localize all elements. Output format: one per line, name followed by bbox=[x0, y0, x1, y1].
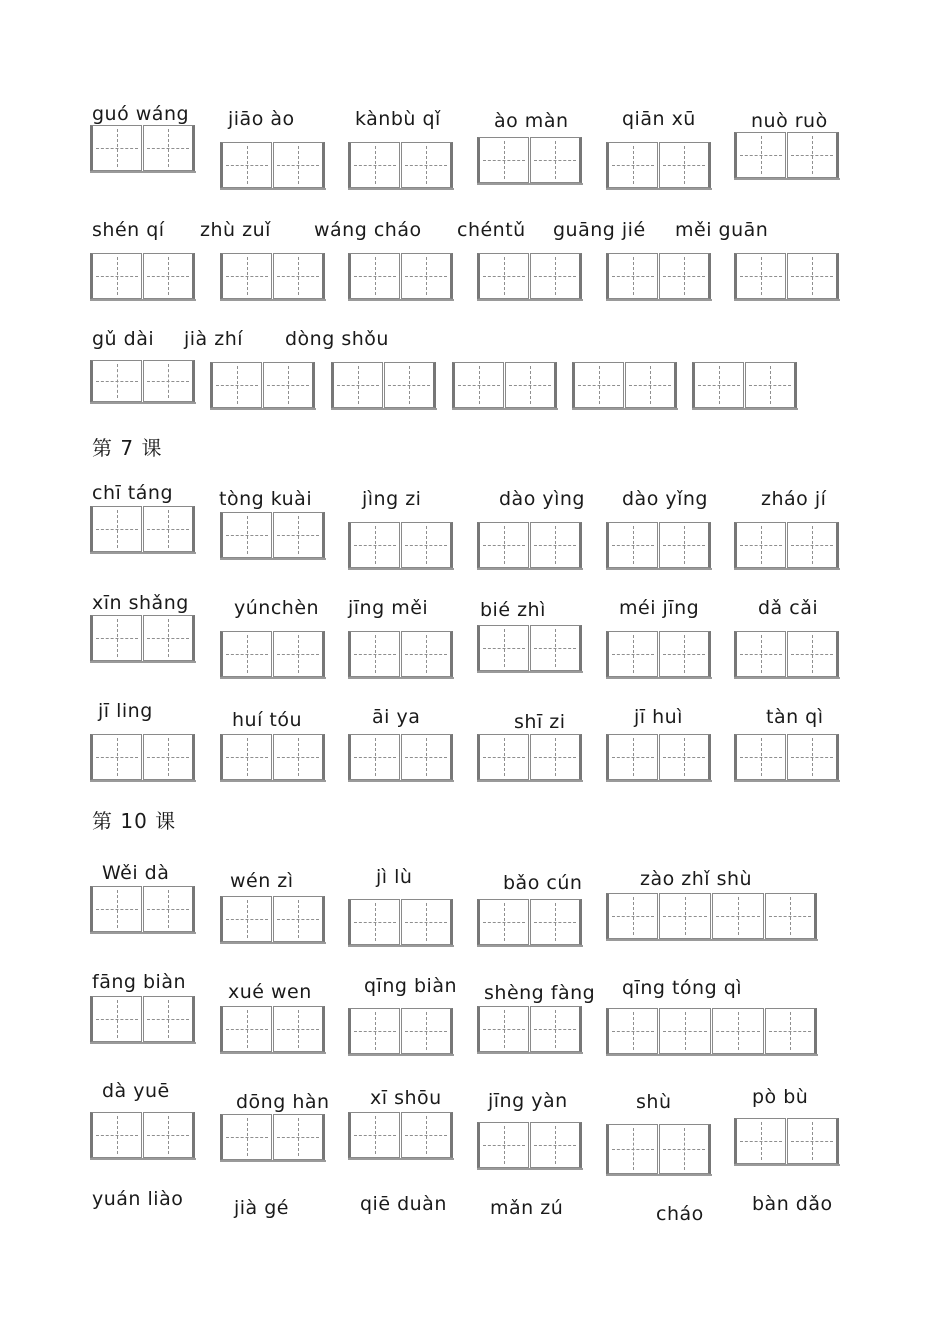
grid-cell[interactable] bbox=[606, 142, 658, 188]
grid-cell[interactable] bbox=[143, 615, 195, 661]
grid-cell[interactable] bbox=[659, 253, 711, 299]
grid-cell[interactable] bbox=[90, 1112, 142, 1158]
grid-cell[interactable] bbox=[90, 996, 142, 1042]
grid-cell[interactable] bbox=[220, 896, 272, 942]
writing-grid[interactable] bbox=[348, 1112, 454, 1160]
writing-grid[interactable] bbox=[348, 899, 454, 947]
writing-grid[interactable] bbox=[220, 142, 326, 190]
grid-cell[interactable] bbox=[530, 137, 582, 183]
writing-grid[interactable] bbox=[606, 142, 712, 190]
writing-grid[interactable] bbox=[606, 522, 712, 570]
writing-grid[interactable] bbox=[90, 506, 196, 554]
grid-cell[interactable] bbox=[572, 362, 624, 408]
grid-cell[interactable] bbox=[734, 132, 786, 178]
grid-cell[interactable] bbox=[530, 899, 582, 945]
grid-cell[interactable] bbox=[401, 253, 453, 299]
pinyin-label: dòng shǒu bbox=[285, 328, 389, 350]
writing-grid[interactable] bbox=[90, 886, 196, 934]
grid-cell[interactable] bbox=[401, 631, 453, 677]
pinyin-label: bǎo cún bbox=[503, 872, 583, 894]
grid-cell[interactable] bbox=[220, 142, 272, 188]
pinyin-label: tàn qì bbox=[766, 706, 824, 728]
grid-cell[interactable] bbox=[477, 1122, 529, 1168]
writing-grid[interactable] bbox=[90, 996, 196, 1044]
grid-cell[interactable] bbox=[220, 1114, 272, 1160]
pinyin-label: qiē duàn bbox=[360, 1193, 447, 1215]
grid-cell[interactable] bbox=[530, 522, 582, 568]
writing-grid[interactable] bbox=[477, 899, 583, 947]
writing-grid[interactable] bbox=[692, 362, 798, 410]
grid-cell[interactable] bbox=[348, 1112, 400, 1158]
grid-cell[interactable] bbox=[143, 996, 195, 1042]
grid-cell[interactable] bbox=[477, 734, 529, 780]
pinyin-label: nuò ruò bbox=[751, 110, 828, 132]
pinyin-label: dào yǐng bbox=[622, 488, 708, 510]
grid-cell[interactable] bbox=[452, 362, 504, 408]
grid-cell[interactable] bbox=[530, 253, 582, 299]
grid-cell[interactable] bbox=[659, 1008, 711, 1054]
grid-cell[interactable] bbox=[348, 522, 400, 568]
grid-cell[interactable] bbox=[220, 253, 272, 299]
writing-grid[interactable] bbox=[477, 1006, 583, 1054]
writing-grid[interactable] bbox=[477, 734, 583, 782]
writing-grid[interactable] bbox=[606, 253, 712, 301]
grid-cell[interactable] bbox=[210, 362, 262, 408]
grid-cell[interactable] bbox=[273, 896, 325, 942]
grid-cell[interactable] bbox=[220, 1006, 272, 1052]
pinyin-label: bié zhì bbox=[480, 599, 546, 621]
pinyin-label: shèng fàng bbox=[484, 982, 596, 1004]
grid-cell[interactable] bbox=[273, 734, 325, 780]
grid-cell[interactable] bbox=[384, 362, 436, 408]
writing-grid[interactable] bbox=[90, 360, 196, 404]
grid-cell[interactable] bbox=[606, 1008, 658, 1054]
grid-cell[interactable] bbox=[90, 506, 142, 552]
pinyin-label: bàn dǎo bbox=[752, 1193, 833, 1215]
grid-cell[interactable] bbox=[530, 734, 582, 780]
grid-cell[interactable] bbox=[712, 1008, 764, 1054]
grid-cell[interactable] bbox=[273, 1114, 325, 1160]
pinyin-label: dǎ cǎi bbox=[758, 597, 819, 619]
pinyin-label: jìng zi bbox=[362, 488, 422, 510]
writing-grid[interactable] bbox=[220, 512, 326, 560]
grid-cell[interactable] bbox=[348, 631, 400, 677]
pinyin-label: chéntǔ bbox=[457, 219, 526, 241]
pinyin-label: dōng hàn bbox=[236, 1091, 330, 1113]
grid-cell[interactable] bbox=[477, 625, 529, 671]
pinyin-label: shī zi bbox=[514, 711, 566, 733]
grid-cell[interactable] bbox=[348, 1008, 400, 1054]
pinyin-label: guāng jié bbox=[553, 219, 646, 241]
writing-grid[interactable] bbox=[606, 734, 712, 782]
pinyin-label: dào yìng bbox=[499, 488, 585, 510]
grid-cell[interactable] bbox=[787, 1118, 839, 1164]
grid-cell[interactable] bbox=[273, 1006, 325, 1052]
grid-cell[interactable] bbox=[734, 734, 786, 780]
grid-cell[interactable] bbox=[659, 522, 711, 568]
grid-cell[interactable] bbox=[348, 253, 400, 299]
grid-cell[interactable] bbox=[765, 1008, 817, 1054]
writing-grid[interactable] bbox=[348, 142, 454, 190]
writing-grid[interactable] bbox=[348, 522, 454, 570]
pinyin-label: xī shōu bbox=[370, 1087, 442, 1109]
writing-grid[interactable] bbox=[606, 893, 818, 941]
pinyin-label: qīng biàn bbox=[364, 975, 458, 997]
grid-cell[interactable] bbox=[348, 142, 400, 188]
writing-grid[interactable] bbox=[220, 631, 326, 679]
grid-cell[interactable] bbox=[606, 631, 658, 677]
grid-cell[interactable] bbox=[734, 253, 786, 299]
grid-cell[interactable] bbox=[401, 899, 453, 945]
writing-grid[interactable] bbox=[90, 734, 196, 782]
writing-grid[interactable] bbox=[348, 253, 454, 301]
writing-grid[interactable] bbox=[220, 896, 326, 944]
writing-grid[interactable] bbox=[331, 362, 437, 410]
grid-cell[interactable] bbox=[401, 142, 453, 188]
writing-grid[interactable] bbox=[734, 734, 840, 782]
writing-grid[interactable] bbox=[477, 522, 583, 570]
writing-grid[interactable] bbox=[734, 132, 840, 180]
grid-cell[interactable] bbox=[143, 125, 195, 171]
pinyin-label: guó wáng bbox=[92, 103, 190, 125]
pinyin-label: méi jīng bbox=[619, 597, 700, 619]
pinyin-label: xīn shǎng bbox=[92, 592, 189, 614]
grid-cell[interactable] bbox=[263, 362, 315, 408]
pinyin-label: jīng yàn bbox=[488, 1090, 568, 1112]
grid-cell[interactable] bbox=[787, 132, 839, 178]
grid-cell[interactable] bbox=[745, 362, 797, 408]
writing-grid[interactable] bbox=[734, 1118, 840, 1166]
grid-cell[interactable] bbox=[734, 1118, 786, 1164]
pinyin-label: jiāo ào bbox=[228, 108, 295, 130]
grid-cell[interactable] bbox=[143, 886, 195, 932]
pinyin-label: ào màn bbox=[494, 110, 569, 132]
pinyin-label: Wěi dà bbox=[102, 862, 170, 884]
grid-cell[interactable] bbox=[765, 893, 817, 939]
grid-cell[interactable] bbox=[220, 512, 272, 558]
grid-cell[interactable] bbox=[90, 360, 142, 402]
grid-cell[interactable] bbox=[401, 522, 453, 568]
grid-cell[interactable] bbox=[787, 631, 839, 677]
grid-cell[interactable] bbox=[143, 253, 195, 299]
writing-grid[interactable] bbox=[452, 362, 558, 410]
pinyin-label: pò bù bbox=[752, 1086, 809, 1108]
pinyin-label: wáng cháo bbox=[314, 219, 422, 241]
grid-cell[interactable] bbox=[401, 1112, 453, 1158]
writing-grid[interactable] bbox=[734, 253, 840, 301]
grid-cell[interactable] bbox=[659, 631, 711, 677]
writing-grid[interactable] bbox=[90, 1112, 196, 1160]
grid-cell[interactable] bbox=[220, 631, 272, 677]
pinyin-label: chī táng bbox=[92, 482, 174, 504]
writing-grid[interactable] bbox=[220, 1114, 326, 1162]
grid-cell[interactable] bbox=[606, 253, 658, 299]
grid-cell[interactable] bbox=[331, 362, 383, 408]
writing-grid[interactable] bbox=[220, 734, 326, 782]
grid-cell[interactable] bbox=[606, 734, 658, 780]
pinyin-label: qiān xū bbox=[622, 108, 696, 130]
pinyin-label: āi ya bbox=[372, 706, 421, 728]
writing-grid[interactable] bbox=[606, 1008, 818, 1056]
writing-grid[interactable] bbox=[477, 253, 583, 301]
writing-grid[interactable] bbox=[348, 631, 454, 679]
writing-grid[interactable] bbox=[606, 631, 712, 679]
pinyin-label: jī ling bbox=[98, 700, 153, 722]
pinyin-label: fāng biàn bbox=[92, 971, 186, 993]
writing-grid[interactable] bbox=[210, 362, 316, 410]
grid-cell[interactable] bbox=[348, 899, 400, 945]
pinyin-label: shù bbox=[636, 1091, 672, 1113]
grid-cell[interactable] bbox=[401, 734, 453, 780]
writing-grid[interactable] bbox=[220, 1006, 326, 1054]
writing-grid[interactable] bbox=[734, 522, 840, 570]
grid-cell[interactable] bbox=[692, 362, 744, 408]
pinyin-label: jì lù bbox=[376, 866, 413, 888]
writing-grid[interactable] bbox=[477, 625, 583, 673]
writing-grid[interactable] bbox=[572, 362, 678, 410]
grid-cell[interactable] bbox=[659, 1124, 711, 1174]
grid-cell[interactable] bbox=[787, 522, 839, 568]
grid-cell[interactable] bbox=[143, 506, 195, 552]
grid-cell[interactable] bbox=[90, 615, 142, 661]
writing-grid[interactable] bbox=[734, 631, 840, 679]
grid-cell[interactable] bbox=[530, 625, 582, 671]
writing-grid[interactable] bbox=[606, 1124, 712, 1176]
pinyin-label: měi guān bbox=[675, 219, 769, 241]
grid-cell[interactable] bbox=[90, 125, 142, 171]
grid-cell[interactable] bbox=[477, 522, 529, 568]
pinyin-label: jià gé bbox=[234, 1197, 289, 1219]
writing-grid[interactable] bbox=[348, 734, 454, 782]
pinyin-label: zháo jí bbox=[761, 488, 827, 510]
grid-cell[interactable] bbox=[143, 1112, 195, 1158]
lesson-heading: 第 7 课 bbox=[92, 436, 163, 460]
pinyin-label: wén zì bbox=[230, 870, 294, 892]
grid-cell[interactable] bbox=[659, 734, 711, 780]
grid-cell[interactable] bbox=[734, 522, 786, 568]
grid-cell[interactable] bbox=[477, 1006, 529, 1052]
lesson-heading: 第 10 课 bbox=[92, 809, 177, 833]
pinyin-label: zào zhǐ shù bbox=[640, 868, 753, 890]
grid-cell[interactable] bbox=[734, 631, 786, 677]
pinyin-label: mǎn zú bbox=[490, 1197, 564, 1219]
grid-cell[interactable] bbox=[90, 886, 142, 932]
grid-cell[interactable] bbox=[273, 512, 325, 558]
grid-cell[interactable] bbox=[143, 360, 195, 402]
grid-cell[interactable] bbox=[273, 253, 325, 299]
pinyin-label: yúnchèn bbox=[234, 597, 320, 619]
grid-cell[interactable] bbox=[348, 734, 400, 780]
writing-grid[interactable] bbox=[90, 253, 196, 301]
grid-cell[interactable] bbox=[659, 142, 711, 188]
pinyin-label: kànbù qǐ bbox=[355, 108, 441, 130]
grid-cell[interactable] bbox=[143, 734, 195, 780]
grid-cell[interactable] bbox=[787, 734, 839, 780]
writing-grid[interactable] bbox=[90, 125, 196, 173]
pinyin-label: zhù zuǐ bbox=[200, 219, 271, 241]
writing-grid[interactable] bbox=[477, 137, 583, 185]
grid-cell[interactable] bbox=[606, 1124, 658, 1174]
grid-cell[interactable] bbox=[530, 1006, 582, 1052]
pinyin-label: qīng tóng qì bbox=[622, 977, 743, 999]
pinyin-label: huí tóu bbox=[232, 709, 303, 731]
pinyin-label: tòng kuài bbox=[219, 488, 313, 510]
grid-cell[interactable] bbox=[477, 253, 529, 299]
grid-cell[interactable] bbox=[606, 893, 658, 939]
grid-cell[interactable] bbox=[787, 253, 839, 299]
grid-cell[interactable] bbox=[90, 253, 142, 299]
pinyin-label: dà yuē bbox=[102, 1080, 170, 1102]
pinyin-label: jī huì bbox=[634, 706, 683, 728]
writing-grid[interactable] bbox=[348, 1008, 454, 1056]
pinyin-label: shén qí bbox=[92, 219, 165, 241]
grid-cell[interactable] bbox=[273, 631, 325, 677]
grid-cell[interactable] bbox=[401, 1008, 453, 1054]
writing-grid[interactable] bbox=[220, 253, 326, 301]
grid-cell[interactable] bbox=[220, 734, 272, 780]
grid-cell[interactable] bbox=[625, 362, 677, 408]
grid-cell[interactable] bbox=[505, 362, 557, 408]
writing-grid[interactable] bbox=[477, 1122, 583, 1170]
grid-cell[interactable] bbox=[712, 893, 764, 939]
grid-cell[interactable] bbox=[477, 899, 529, 945]
pinyin-label: yuán liào bbox=[92, 1188, 184, 1210]
grid-cell[interactable] bbox=[659, 893, 711, 939]
writing-grid[interactable] bbox=[90, 615, 196, 663]
grid-cell[interactable] bbox=[606, 522, 658, 568]
grid-cell[interactable] bbox=[273, 142, 325, 188]
pinyin-label: gǔ dài bbox=[92, 328, 155, 350]
pinyin-label: jià zhí bbox=[184, 328, 244, 350]
grid-cell[interactable] bbox=[90, 734, 142, 780]
pinyin-label: xué wen bbox=[228, 981, 312, 1003]
pinyin-label: cháo bbox=[656, 1203, 704, 1225]
grid-cell[interactable] bbox=[477, 137, 529, 183]
grid-cell[interactable] bbox=[530, 1122, 582, 1168]
pinyin-label: jīng měi bbox=[348, 597, 429, 619]
